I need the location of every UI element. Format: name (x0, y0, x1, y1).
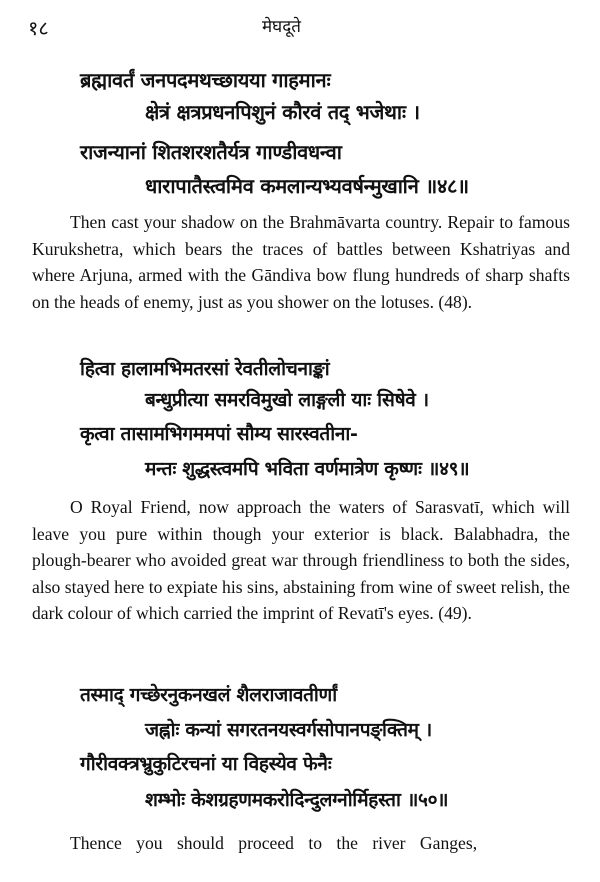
page-number: १८ (28, 16, 49, 40)
verse-49-line-4: मन्तः शुद्धस्त्वमपि भविता वर्णमात्रेण कृष्णः ॥४९॥ (145, 458, 470, 480)
running-title: मेघदूते (262, 17, 301, 37)
verse-49-line-2: बन्धुप्रीत्या समरविमुखो लाङ्गली याः सिषेवे । (145, 389, 429, 411)
verse-48-line-2: क्षेत्रं क्षत्रप्रधनपिशुनं कौरवं तद् भजेथाः । (145, 100, 420, 124)
translation-48 (32, 209, 570, 315)
verse-48-line-4: धारापातैस्त्वमिव कमलान्यभ्यवर्षन्मुखानि ॥४८॥ (145, 174, 469, 198)
translation-50-text: Thence you should proceed to the river Ganges, (70, 833, 478, 853)
verse-49-line-3: कृत्वा तासामभिगममपां सौम्य सारस्वतीना- (80, 423, 358, 445)
verse-49-line-1: हित्वा हालामभिमतरसां रेवतीलोचनाङ्कां (80, 358, 330, 380)
translation-49-text: O Royal Friend, now approach the waters of Sarasvatī, which will leave you pure within though your exterior is black. Balabhadra, the plough-bearer who avoided great war through friendliness to both the sides, also stayed here to expiate his sins, abstaining from wine of sweet relish, the dark colour of which carried the imprint of Revatī's eyes. (49). (32, 497, 570, 623)
verse-48-line-1: ब्रह्मावर्तं जनपदमथच्छायया गाहमानः (80, 68, 331, 92)
translation-50 (32, 830, 570, 857)
translation-49 (32, 494, 570, 627)
verse-50-line-2: जह्नोः कन्यां सगरतनयस्वर्गसोपानपङ्क्तिम् । (145, 719, 432, 741)
verse-48-line-3: राजन्यानां शितशरशतैर्यत्र गाण्डीवधन्वा (80, 140, 342, 164)
verse-50-line-4: शम्भोः केशग्रहणमकरोदिन्दुलग्नोर्मिहस्ता ॥५०॥ (145, 789, 449, 811)
translation-48-text: Then cast your shadow on the Brahmāvarta country. Repair to famous Kurukshetra, which bears the traces of battles between Kshatriyas and where Arjuna, armed with the Gāndiva bow flung hundreds of sharp shafts on the heads of enemy, just as you shower on the lotuses. (48). (32, 212, 570, 312)
verse-50-line-1: तस्माद् गच्छेरनुकनखलं शैलराजावतीर्णां (80, 684, 337, 706)
verse-50-line-3: गौरीवक्त्रभ्रुकुटिरचनां या विहस्येव फेनैः (80, 753, 332, 775)
